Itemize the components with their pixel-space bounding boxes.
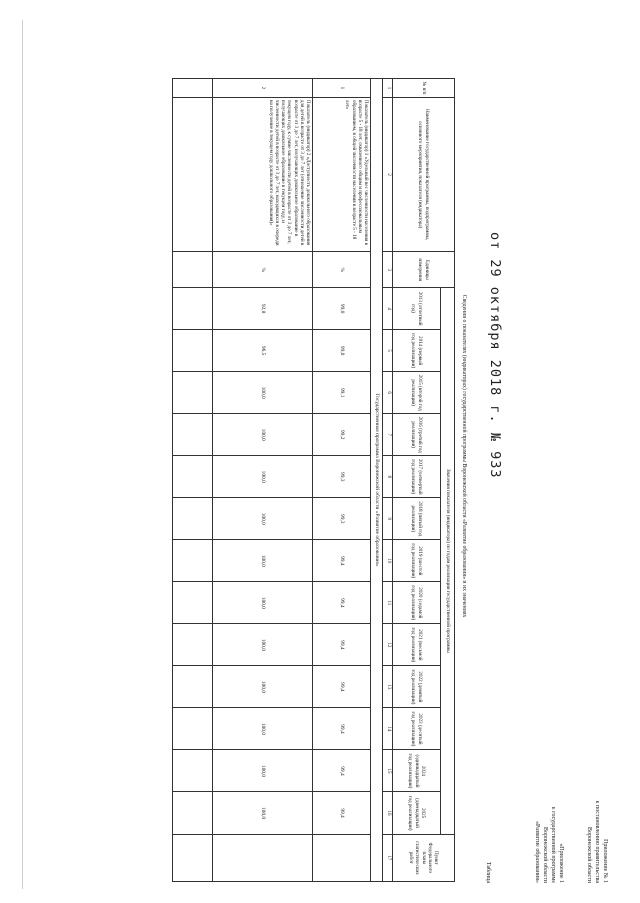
indicator-value: 99,4	[313, 708, 371, 750]
header-year: 2022 (девятый год реализации)	[393, 666, 441, 708]
table-caption: Сведения о показателях (индикаторах) государственной программы Воронежской области «Развитие образования» и их значениях	[461, 294, 467, 618]
empty-cell	[173, 79, 213, 98]
column-number: 4	[383, 288, 393, 330]
empty-cell	[173, 666, 213, 708]
indicator-value: 100,0	[213, 624, 313, 666]
empty-cell	[173, 750, 213, 792]
fpsr-cell	[213, 834, 313, 881]
indicators-table	[172, 78, 455, 882]
program-title-row	[371, 79, 383, 882]
appendix-line: к государственной программе	[550, 806, 556, 883]
indicator-value: 100,0	[213, 372, 313, 414]
header-year: 2015 (второй год реализации)	[393, 372, 441, 414]
column-number-row	[383, 79, 393, 882]
indicator-value: 100,0	[213, 414, 313, 456]
column-number: 6	[383, 372, 393, 414]
header-name: Наименование государственной программы, подпрограммы, основного мероприятия, показателя (индикатора)	[393, 97, 455, 251]
header-year: 2020 (седьмой год реализации)	[393, 582, 441, 624]
header-fpsr: Пункт Федерального плана статистических работ	[393, 834, 455, 881]
table-row-empty	[173, 79, 213, 882]
header-year: 2013 (отчетный год)	[393, 288, 441, 330]
header-year: 2016 (третий год реализации)	[393, 414, 441, 456]
column-number: 11	[383, 582, 393, 624]
indicator-value: 92,8	[213, 288, 313, 330]
indicator-value: 100,0	[213, 750, 313, 792]
appendix-line: «Приложение 1	[558, 843, 564, 883]
header-num: № п/п	[393, 79, 455, 98]
indicator-value: 96,5	[213, 330, 313, 372]
indicator-value: 99,2	[313, 414, 371, 456]
indicator-value: 99,4	[313, 624, 371, 666]
indicator-value: 100,0	[213, 708, 313, 750]
header-year-group: Значения показателя (индикатора) по годам реализации государственной программы	[441, 288, 455, 835]
table-label: Таблица	[485, 861, 491, 883]
indicator-value: 99,4	[313, 750, 371, 792]
empty-cell	[173, 288, 213, 330]
header-unit: Единицы измерения	[393, 252, 455, 288]
indicator-value: 100,0	[213, 456, 313, 498]
empty-cell	[173, 372, 213, 414]
empty-cell	[173, 498, 213, 540]
empty-cell	[173, 708, 213, 750]
indicator-value: 99,3	[313, 498, 371, 540]
empty-cell	[173, 414, 213, 456]
table-row	[313, 79, 371, 882]
table-row	[213, 79, 313, 882]
empty-cell	[173, 834, 213, 881]
row-num: 2	[213, 79, 313, 98]
rotated-document-page	[15, 36, 615, 891]
indicator-value: 100,0	[213, 792, 313, 834]
indicator-value: 99,0	[313, 288, 371, 330]
header-year: 2019 (шестой год реализации)	[393, 540, 441, 582]
appendix-line: Воронежской области	[542, 827, 548, 883]
header-year: 2024 (одиннадцатый год реализации)	[393, 750, 441, 792]
indicator-name: Показатель (индикатор) 1 «Удельный вес численности населения в возрасте 5 - 18 лет, охваченного общим и профессиональным образованием, в общей численности населения в возрасте 5 - 18 лет»	[313, 97, 371, 251]
column-number: 12	[383, 624, 393, 666]
appendix-header	[585, 801, 609, 883]
appendix-line: Приложение № 1	[602, 839, 608, 883]
program-title: Государственная программа Воронежской области «Развитие образования»	[371, 79, 383, 882]
empty-cell	[173, 792, 213, 834]
empty-cell	[173, 252, 213, 288]
indicator-name: Показатель (индикатор) 2 «Доступность дошкольного образования для детей в возрасте от 3 до 7 лет (отношение численности детей в возрасте от 3 до 7 лет, получающих дошкольное образование в текущем году, к сумме численности детей в возрасте от 3 до 7 лет, получающих дошкольное образование в текущем году, и численности детей в возрасте от 3 до 7 лет, находящихся в очереди на получение в текущем году дошкольного образования)»	[213, 97, 313, 251]
header-year: 2025 (двенадцатый год реализации)	[393, 792, 441, 834]
indicator-value: 99,3	[313, 456, 371, 498]
column-number: 14	[383, 708, 393, 750]
empty-cell	[173, 330, 213, 372]
indicator-value: 99,4	[313, 666, 371, 708]
column-number: 8	[383, 456, 393, 498]
indicator-value: 99,4	[313, 792, 371, 834]
empty-cell	[173, 582, 213, 624]
column-number: 13	[383, 666, 393, 708]
appendix-line: Воронежской области	[586, 827, 592, 883]
header-year: 2014 (первый год реализации)	[393, 330, 441, 372]
indicator-unit: %	[313, 252, 371, 288]
appendix-subheader	[533, 807, 565, 883]
empty-cell	[173, 97, 213, 251]
header-year: 2023 (десятый год реализации)	[393, 708, 441, 750]
appendix-line: «Развитие образования»	[534, 820, 540, 883]
column-number: 5	[383, 330, 393, 372]
indicator-value: 99,0	[313, 330, 371, 372]
indicator-value: 99,1	[313, 372, 371, 414]
column-number: 15	[383, 750, 393, 792]
row-num: 1	[313, 79, 371, 98]
indicator-value: 100,0	[213, 540, 313, 582]
empty-cell	[173, 624, 213, 666]
indicator-value: 100,0	[213, 498, 313, 540]
column-number: 7	[383, 414, 393, 456]
column-number: 17	[383, 834, 393, 881]
appendix-line: к постановлению правительства	[594, 800, 600, 883]
indicator-value: 99,4	[313, 540, 371, 582]
header-year: 2017 (четвертый год реализации)	[393, 456, 441, 498]
fpsr-cell	[313, 834, 371, 881]
empty-cell	[173, 540, 213, 582]
header-year: 2021 (восьмой год реализации)	[393, 624, 441, 666]
indicator-value: 100,0	[213, 666, 313, 708]
indicator-unit: %	[213, 252, 313, 288]
empty-cell	[173, 456, 213, 498]
indicator-value: 100,0	[213, 582, 313, 624]
column-number: 3	[383, 252, 393, 288]
column-number: 16	[383, 792, 393, 834]
column-number: 2	[383, 97, 393, 251]
decree-date: от 29 октября 2018 г. № 933	[487, 232, 503, 479]
column-number: 1	[383, 79, 393, 98]
column-number: 10	[383, 540, 393, 582]
header-year: 2018 (пятый год реализации)	[393, 498, 441, 540]
indicator-value: 99,4	[313, 582, 371, 624]
column-number: 9	[383, 498, 393, 540]
